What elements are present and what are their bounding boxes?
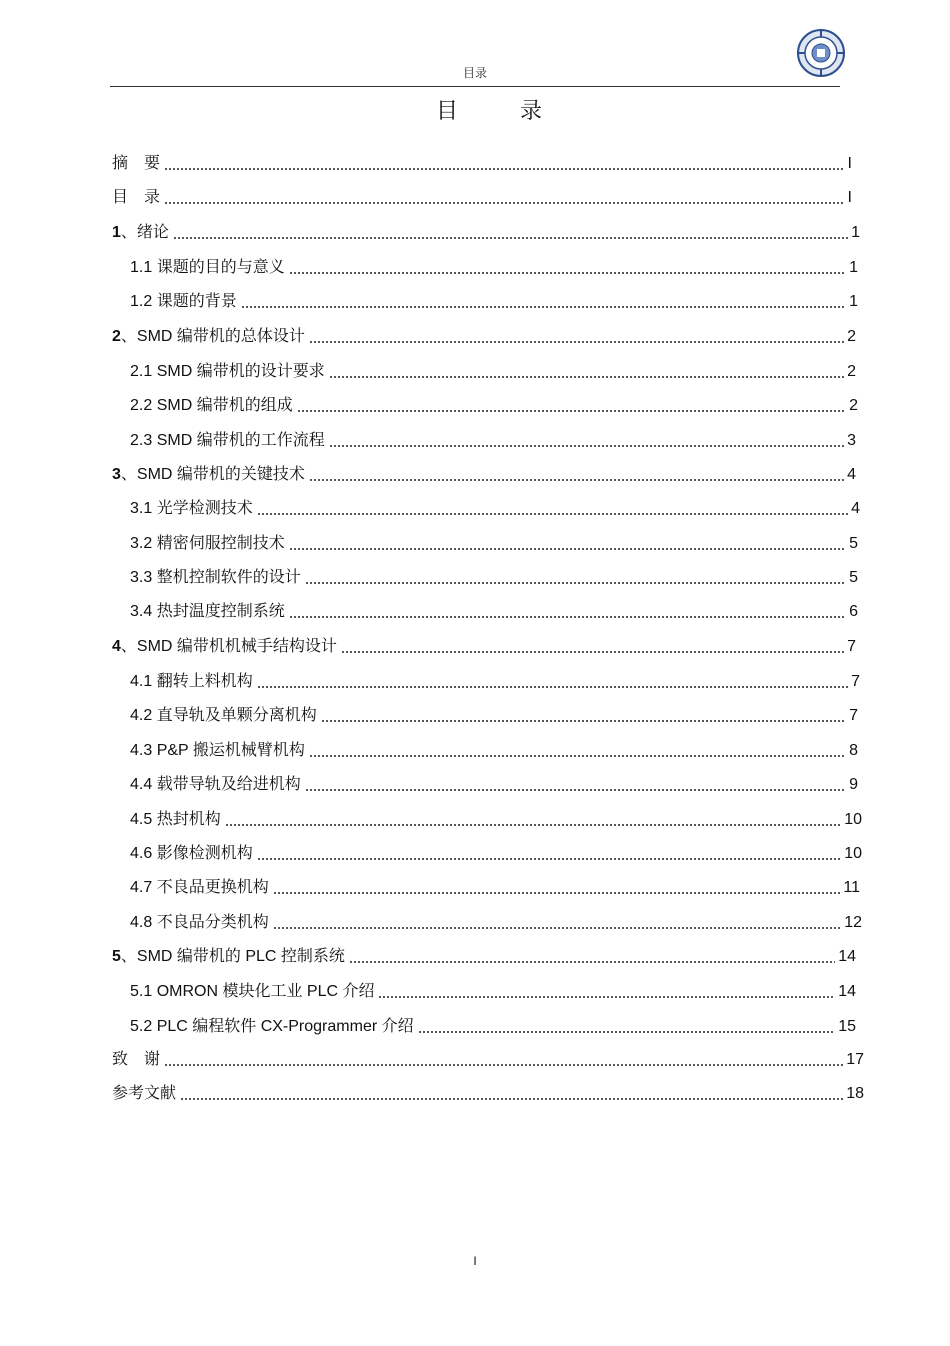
toc-entry-label: 5.2 PLC 编程软件 CX-Programmer 介绍 bbox=[130, 1018, 414, 1035]
toc-entry-2-3[interactable] bbox=[130, 425, 856, 451]
toc-entry-page: I bbox=[847, 189, 852, 206]
toc-entry-page: 8 bbox=[849, 742, 858, 759]
toc-entry-page: 2 bbox=[847, 328, 856, 345]
leader-dots bbox=[289, 537, 846, 551]
toc-entry-2-1[interactable] bbox=[130, 356, 856, 382]
chapter-title: 、SMD 编带机的关键技术 bbox=[120, 466, 305, 483]
chapter-title: 、绪论 bbox=[120, 224, 169, 241]
toc-entry-3-4[interactable] bbox=[130, 596, 858, 622]
leader-dots bbox=[164, 157, 845, 171]
leader-dots bbox=[309, 330, 844, 344]
chapter-number: 3 bbox=[112, 466, 121, 483]
toc-entry-label bbox=[112, 465, 309, 485]
toc-entry-chapter-4[interactable] bbox=[112, 631, 856, 657]
toc-entry-1-2[interactable] bbox=[130, 286, 858, 312]
leader-dots bbox=[289, 261, 846, 275]
leader-dots bbox=[180, 1087, 843, 1101]
toc-entry-label: 4.7 不良品更换机构 bbox=[130, 879, 269, 896]
leader-dots bbox=[309, 744, 846, 758]
leader-dots bbox=[305, 778, 846, 792]
toc-entry-4-8[interactable] bbox=[130, 907, 862, 933]
toc-entry-page: 10 bbox=[844, 811, 862, 828]
toc-entry-page: 12 bbox=[844, 914, 862, 931]
toc-entry-label: 参考文献 bbox=[112, 1085, 177, 1102]
leader-dots bbox=[241, 295, 846, 309]
toc-entry-page: 7 bbox=[849, 707, 858, 724]
leader-dots bbox=[305, 571, 846, 585]
chapter-number: 5 bbox=[112, 948, 121, 965]
toc-entry-page: 7 bbox=[847, 638, 856, 655]
toc-entry-5-2[interactable] bbox=[130, 1011, 856, 1037]
toc-entry-label: 4.6 影像检测机构 bbox=[130, 845, 253, 862]
toc-title: 目 录 bbox=[435, 98, 571, 123]
toc-entry-2-2[interactable] bbox=[130, 390, 858, 416]
toc-entry-label: 1.2 课题的背景 bbox=[130, 293, 237, 310]
header-rule bbox=[110, 86, 840, 87]
toc-entry-label: 4.2 直导轨及单颗分离机构 bbox=[130, 707, 317, 724]
leader-dots bbox=[273, 916, 842, 930]
toc-entry-page: 5 bbox=[849, 569, 858, 586]
leader-dots bbox=[257, 675, 848, 689]
toc-entry-page: 4 bbox=[851, 500, 860, 517]
toc-entry-chapter-3[interactable] bbox=[112, 459, 856, 485]
leader-dots bbox=[341, 640, 844, 654]
toc-entry-page: 18 bbox=[846, 1085, 864, 1102]
running-header: 目录 bbox=[462, 66, 487, 80]
toc-entry-page: I bbox=[847, 155, 852, 172]
toc-entry-label: 4.3 P&P 搬运机械臂机构 bbox=[130, 742, 305, 759]
leader-dots bbox=[173, 226, 848, 240]
toc-entry-page: 11 bbox=[843, 879, 860, 896]
toc-entry-3-2[interactable] bbox=[130, 528, 858, 554]
toc-entry-page: 3 bbox=[847, 432, 856, 449]
toc-entry-chapter-2[interactable] bbox=[112, 321, 856, 347]
toc-entry-label: 3.1 光学检测技术 bbox=[130, 500, 253, 517]
toc-entry-label: 2.2 SMD 编带机的组成 bbox=[130, 397, 293, 414]
chapter-title: 、SMD 编带机机械手结构设计 bbox=[120, 638, 337, 655]
toc-entry-page: 1 bbox=[851, 224, 860, 241]
toc-entry-label: 目 录 bbox=[112, 189, 161, 206]
toc-entry-4-1[interactable] bbox=[130, 666, 860, 692]
leader-dots bbox=[164, 1053, 843, 1067]
toc-entry-chapter-5[interactable] bbox=[112, 941, 856, 967]
toc-entry-page: 6 bbox=[849, 603, 858, 620]
leader-dots bbox=[225, 813, 842, 827]
toc-entry-label: 4.5 热封机构 bbox=[130, 811, 221, 828]
leader-dots bbox=[309, 468, 844, 482]
toc-entry-4-5[interactable] bbox=[130, 804, 862, 830]
leader-dots bbox=[273, 881, 841, 895]
toc-entry-page: 17 bbox=[846, 1051, 864, 1068]
toc-entry-references[interactable] bbox=[112, 1078, 864, 1104]
toc-entry-label bbox=[112, 327, 309, 347]
university-seal-icon bbox=[796, 28, 846, 78]
chapter-number: 4 bbox=[112, 638, 121, 655]
leader-dots bbox=[329, 365, 844, 379]
chapter-number: 2 bbox=[112, 328, 121, 345]
toc-entry-page: 4 bbox=[847, 466, 856, 483]
chapter-number: 1 bbox=[112, 224, 121, 241]
toc-entry-chapter-1[interactable] bbox=[112, 217, 860, 243]
toc-entry-label: 2.1 SMD 编带机的设计要求 bbox=[130, 363, 325, 380]
toc-entry-label: 1.1 课题的目的与意义 bbox=[130, 259, 285, 276]
toc-entry-page: 2 bbox=[847, 363, 856, 380]
toc-entry-label: 4.8 不良品分类机构 bbox=[130, 914, 269, 931]
toc-entry-4-7[interactable] bbox=[130, 872, 860, 898]
toc-entry-label: 摘 要 bbox=[112, 155, 161, 172]
toc-entry-label: 2.3 SMD 编带机的工作流程 bbox=[130, 432, 325, 449]
leader-dots bbox=[297, 399, 846, 413]
toc-entry-abstract[interactable] bbox=[112, 148, 852, 174]
toc-entry-label: 5.1 OMRON 模块化工业 PLC 介绍 bbox=[130, 983, 375, 1000]
toc-entry-4-6[interactable] bbox=[130, 838, 862, 864]
toc-entry-contents[interactable] bbox=[112, 182, 852, 208]
toc-entry-page: 9 bbox=[849, 776, 858, 793]
toc-entry-label bbox=[112, 637, 341, 657]
leader-dots bbox=[289, 605, 846, 619]
toc-entry-4-2[interactable] bbox=[130, 700, 858, 726]
toc-entry-page: 2 bbox=[849, 397, 858, 414]
leader-dots bbox=[321, 709, 846, 723]
toc-entry-label: 3.3 整机控制软件的设计 bbox=[130, 569, 301, 586]
toc-entry-page: 10 bbox=[844, 845, 862, 862]
toc-entry-4-3[interactable] bbox=[130, 735, 858, 761]
toc-entry-label bbox=[112, 223, 173, 243]
chapter-title: 、SMD 编带机的总体设计 bbox=[120, 328, 305, 345]
leader-dots bbox=[378, 985, 835, 999]
toc-entry-4-4[interactable] bbox=[130, 769, 858, 795]
toc-entry-label: 4.1 翻转上料机构 bbox=[130, 673, 253, 690]
toc-entry-page: 14 bbox=[838, 983, 856, 1000]
leader-dots bbox=[257, 847, 842, 861]
toc-entry-label: 致 谢 bbox=[112, 1051, 161, 1068]
toc-entry-page: 5 bbox=[849, 535, 858, 552]
toc-entry-label: 3.2 精密伺服控制技术 bbox=[130, 535, 285, 552]
toc-entry-3-1[interactable] bbox=[130, 493, 860, 519]
toc-entry-3-3[interactable] bbox=[130, 562, 858, 588]
toc-entry-1-1[interactable] bbox=[130, 252, 858, 278]
toc-entry-acknowledgements[interactable] bbox=[112, 1044, 864, 1070]
leader-dots bbox=[418, 1020, 836, 1034]
toc-entry-label bbox=[112, 947, 349, 967]
toc-entry-page: 1 bbox=[849, 259, 858, 276]
chapter-title: 、SMD 编带机的 PLC 控制系统 bbox=[120, 948, 345, 965]
leader-dots bbox=[164, 191, 845, 205]
toc-entry-page: 1 bbox=[849, 293, 858, 310]
toc-entry-label: 3.4 热封温度控制系统 bbox=[130, 603, 285, 620]
toc-entry-page: 15 bbox=[838, 1018, 856, 1035]
toc-entry-5-1[interactable] bbox=[130, 976, 856, 1002]
toc-entry-page: 14 bbox=[838, 948, 856, 965]
leader-dots bbox=[349, 950, 835, 964]
leader-dots bbox=[329, 434, 844, 448]
toc-entry-page: 7 bbox=[851, 673, 860, 690]
leader-dots bbox=[257, 502, 848, 516]
toc-entry-label: 4.4 载带导轨及给进机构 bbox=[130, 776, 301, 793]
footer-page-number: I bbox=[473, 1254, 477, 1268]
